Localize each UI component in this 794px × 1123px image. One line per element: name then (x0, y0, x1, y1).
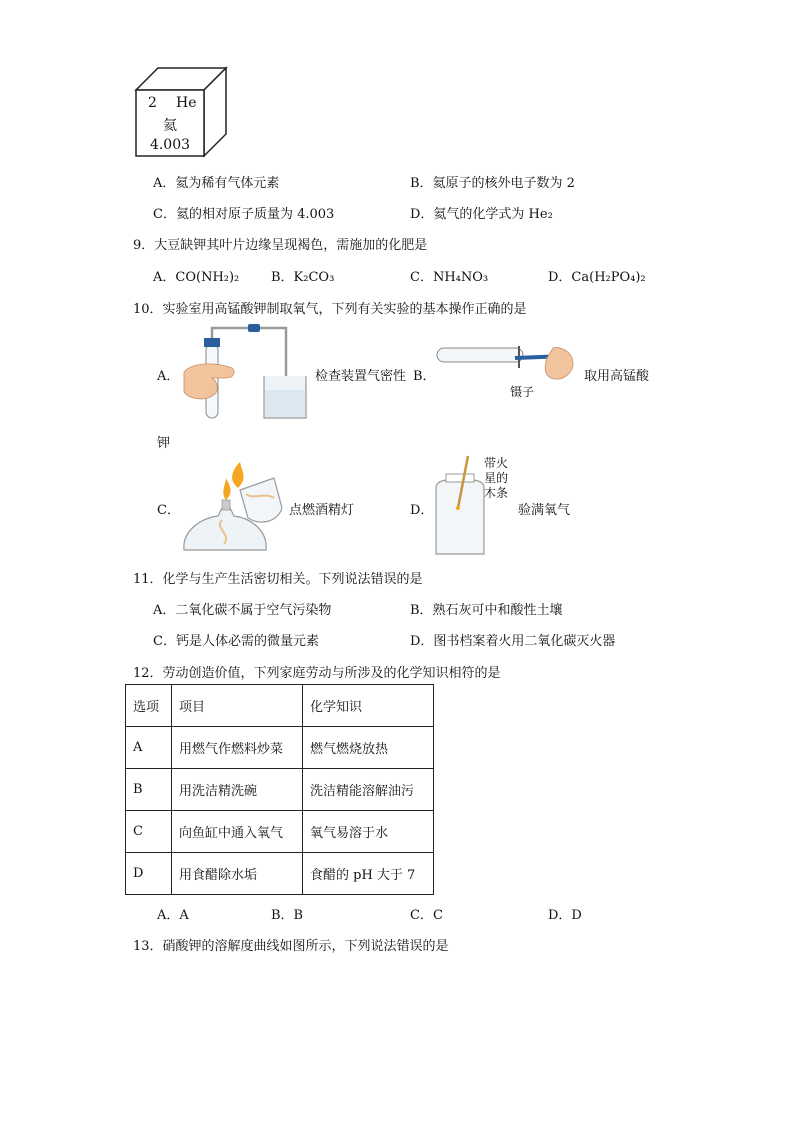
element-mass: 4.003 (149, 137, 191, 153)
q11-option-c: C．钙是人体必需的微量元素 (153, 634, 319, 649)
table-cell: 向鱼缸中通入氧气 (172, 811, 303, 853)
table-cell: C (126, 811, 172, 853)
table-row (126, 811, 434, 853)
q8-option-a: A．氦为稀有气体元素 (153, 176, 280, 191)
element-number: 2 (148, 95, 157, 111)
table-header-cell: 项目 (172, 685, 303, 727)
splint-label-line-2: 星的 (484, 471, 509, 485)
q10-option-a-text: 检查装置气密性 (315, 369, 407, 384)
table-header-cell: 选项 (126, 685, 172, 727)
splint-label-line-1: 带火 (484, 456, 509, 470)
q11-option-a: A．二氧化碳不属于空气污染物 (153, 603, 332, 618)
q12-stem: 12．劳动创造价值，下列家庭劳动与所涉及的化学知识相符的是 (133, 666, 501, 681)
q8-option-b: B．氦原子的核外电子数为 2 (410, 176, 575, 191)
airtightness-check-illustration (182, 322, 312, 422)
table-cell: 燃气燃烧放热 (303, 727, 434, 769)
q9-option-c: C．NH₄NO₃ (410, 270, 489, 285)
q12-option-b: B．B (271, 908, 304, 923)
table-cell: 用食醋除水垢 (172, 853, 303, 895)
table-cell: 用燃气作燃料炒菜 (172, 727, 303, 769)
q10-option-c-letter: C． (157, 503, 180, 518)
q11-stem: 11．化学与生产生活密切相关。下列说法错误的是 (133, 572, 423, 587)
table-cell: D (126, 853, 172, 895)
oxygen-bottle-illustration (430, 452, 490, 560)
table-cell: 食醋的 pH 大于 7 (303, 853, 434, 895)
q11-option-d: D．图书档案着火用二氧化碳灭火器 (410, 634, 616, 649)
table-row (126, 769, 434, 811)
q10-option-c-text: 点燃酒精灯 (289, 503, 355, 518)
table-cell: 洗洁精能溶解油污 (303, 769, 434, 811)
tweezers-tube-illustration (435, 342, 575, 396)
q8-option-c: C．氦的相对原子质量为 4.003 (153, 207, 335, 222)
table-cell: A (126, 727, 172, 769)
q9-option-a: A．CO(NH₂)₂ (153, 270, 240, 285)
q13-stem: 13．硝酸钾的溶解度曲线如图所示，下列说法错误的是 (133, 939, 449, 954)
q10-option-a-letter: A． (157, 369, 180, 384)
tweezers-label: 镊子 (510, 385, 535, 399)
q12-option-d: D．D (548, 908, 582, 923)
table-header-cell: 化学知识 (303, 685, 434, 727)
q12-option-c: C．C (410, 908, 443, 923)
q8-option-d: D．氦气的化学式为 He₂ (410, 207, 553, 222)
table-cell: 用洗洁精洗碗 (172, 769, 303, 811)
q12-table (125, 684, 434, 895)
table-row (126, 853, 434, 895)
element-symbol: He (176, 95, 197, 111)
q10-stem: 10．实验室用高锰酸钾制取氧气，下列有关实验的基本操作正确的是 (133, 302, 527, 317)
q10-option-b-text: 取用高锰酸 (584, 369, 650, 384)
q11-option-b: B．熟石灰可中和酸性土壤 (410, 603, 563, 618)
table-cell: 氧气易溶于水 (303, 811, 434, 853)
alcohol-lamp-illustration (178, 458, 286, 558)
table-row (126, 727, 434, 769)
q9-option-d: D．Ca(H₂PO₄)₂ (548, 270, 646, 285)
q10-option-b-text-wrap: 钾 (157, 436, 171, 451)
table-cell: B (126, 769, 172, 811)
q9-stem: 9．大豆缺钾其叶片边缘呈现褐色，需施加的化肥是 (133, 238, 428, 253)
q9-option-b: B．K₂CO₃ (271, 270, 335, 285)
table-header-row (126, 685, 434, 727)
q10-option-d-text: 验满氧气 (518, 503, 571, 518)
splint-label-line-3: 木条 (484, 486, 509, 500)
q10-option-b-letter: B． (413, 369, 436, 384)
q12-option-a: A．A (157, 908, 189, 923)
element-name: 氦 (163, 118, 177, 134)
q10-option-d-letter: D． (410, 503, 434, 518)
